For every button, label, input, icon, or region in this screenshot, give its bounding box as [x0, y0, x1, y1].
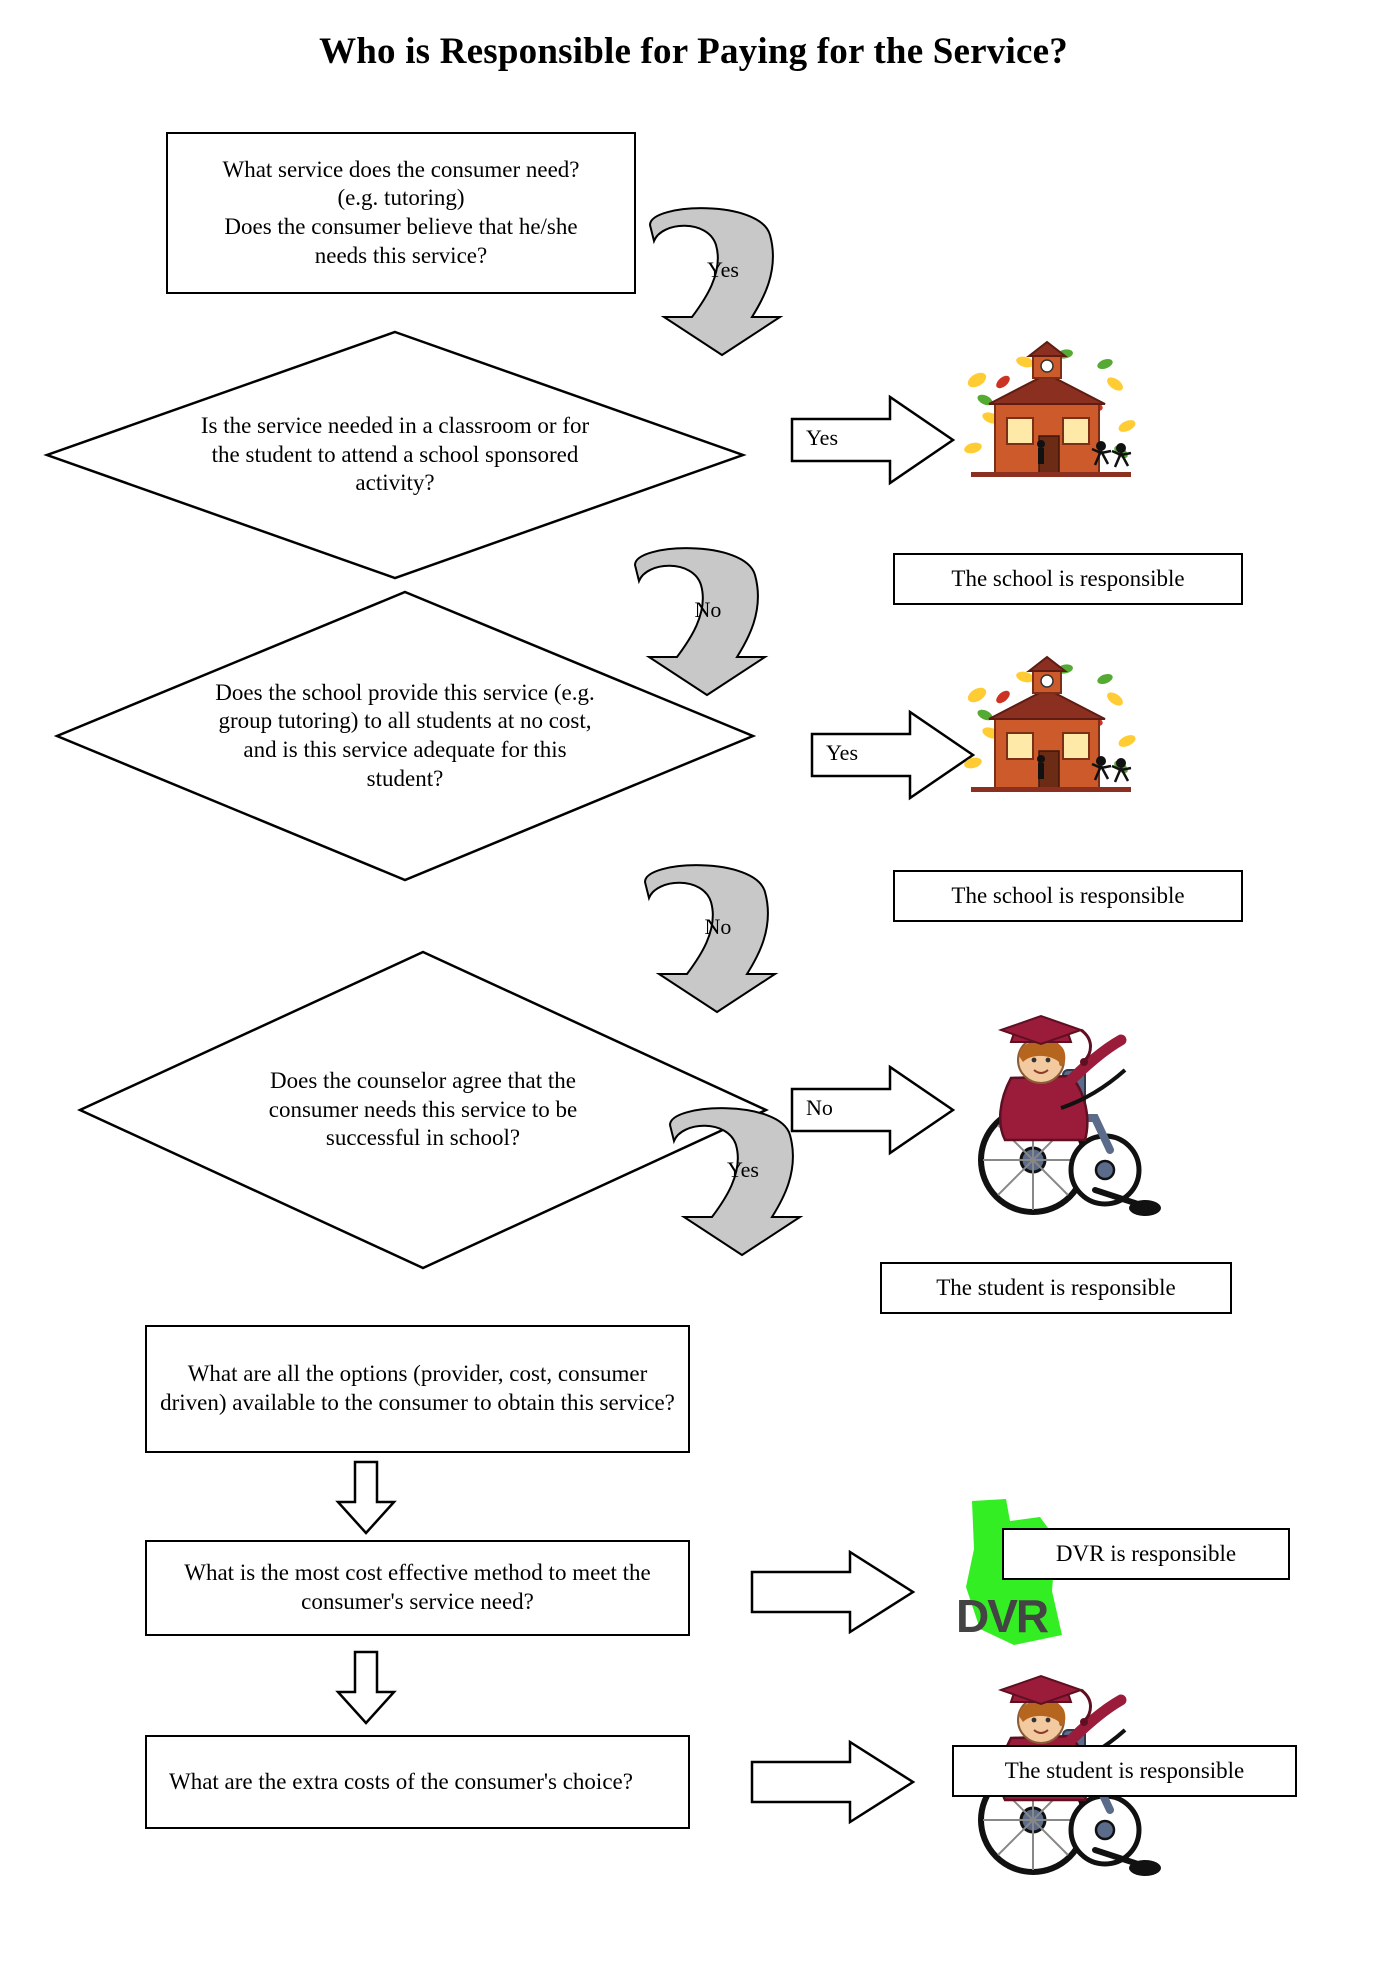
- outcome-student-1: [880, 1262, 1232, 1314]
- outcome-student-1-label: The student is responsible: [936, 1275, 1176, 1300]
- outcome-student-2-label: The student is responsible: [1004, 1758, 1245, 1783]
- block-arrow-yes-school-2: [810, 710, 975, 800]
- outcome-student-2: [952, 1745, 1297, 1797]
- outcome-school-1: [893, 553, 1243, 605]
- cost-effective-box-label: What is the most cost effective method to meet the consumer's service need?: [184, 1560, 651, 1614]
- outcome-school-2-label: The school is responsible: [951, 883, 1185, 908]
- start-line-2: (e.g. tutoring): [337, 185, 465, 211]
- dvr-logo-text: DVR: [956, 1590, 1048, 1642]
- start-line-1: What service does the consumer need?: [222, 156, 580, 182]
- student-wheelchair-clipart-1: [945, 1000, 1160, 1230]
- curved-arrow-yes-1: [640, 205, 805, 350]
- curved-arrow-yes-1-label: Yes: [706, 257, 739, 282]
- decision-1-label: Is the service needed in a classroom or for the student to attend a school sponsored activity?: [200, 412, 590, 496]
- outcome-dvr-label: DVR is responsible: [1055, 1541, 1237, 1566]
- curved-arrow-yes-2-label: Yes: [726, 1157, 759, 1182]
- block-arrow-no-student-1-label: No: [806, 1095, 833, 1120]
- start-line-3: Does the consumer believe that he/she: [224, 214, 578, 239]
- options-box-label: What are all the options (provider, cost, consumer driven) available to the consumer to obtain this service?: [160, 1361, 675, 1415]
- extra-costs-box: [145, 1735, 690, 1829]
- down-arrow-2: [335, 1650, 397, 1725]
- outcome-school-2: [893, 870, 1243, 922]
- block-arrow-student-2: [750, 1740, 915, 1825]
- down-arrow-1: [335, 1460, 397, 1535]
- curved-arrow-no-2-label: No: [704, 914, 732, 939]
- decision-3-label: Does the counselor agree that the consumer needs this service to be successful in school?: [268, 1067, 578, 1151]
- block-arrow-yes-school-1: [790, 395, 955, 485]
- cost-effective-box: [145, 1540, 690, 1636]
- block-arrow-yes-school-2-label: Yes: [826, 740, 859, 765]
- school-clipart-1: [955, 340, 1145, 525]
- block-arrow-dvr: [750, 1550, 915, 1635]
- decision-2-label: Does the school provide this service (e.g. group tutoring) to all students at no cost, and is this service adequate for this student?: [215, 679, 595, 791]
- curved-arrow-no-1-label: No: [694, 597, 722, 622]
- decision-1: [45, 330, 745, 580]
- outcome-school-1-label: The school is responsible: [951, 566, 1185, 591]
- outcome-dvr: [1002, 1528, 1290, 1580]
- start-box: [166, 132, 636, 294]
- extra-costs-box-label: What are the extra costs of the consumer's choice?: [169, 1768, 633, 1794]
- block-arrow-yes-school-1-label: Yes: [806, 425, 839, 450]
- dvr-logo: [940, 1495, 1100, 1675]
- page-title: Who is Responsible for Paying for the Service?: [319, 31, 1068, 72]
- decision-2: [55, 590, 755, 882]
- options-box: [145, 1325, 690, 1453]
- start-line-4: needs this service?: [314, 242, 488, 268]
- start-box-text: [223, 156, 580, 270]
- curved-arrow-yes-2: [660, 1105, 825, 1250]
- school-clipart-2: [955, 655, 1145, 840]
